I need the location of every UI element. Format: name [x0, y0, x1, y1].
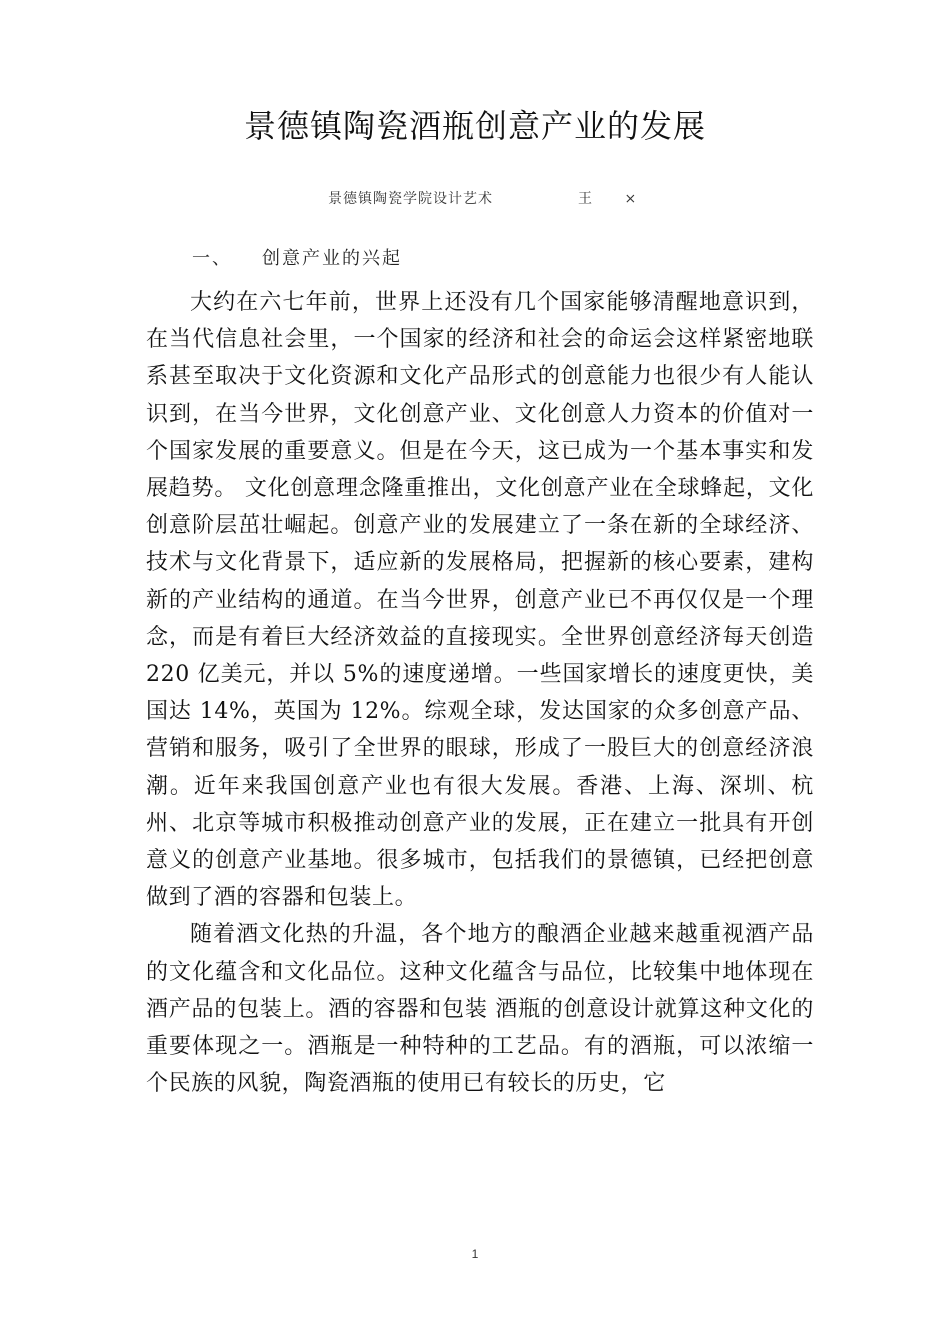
document-title: 景德镇陶瓷酒瓶创意产业的发展 — [243, 107, 706, 145]
section-heading — [192, 244, 402, 274]
paragraph: 随着酒文化热的升温，各个地方的酿酒企业越来越重视酒产品的文化蕴含和文化品位。这种文化蕴含与品位，比较集中地体现在酒产品的包装上。酒的容器和包装 酒瓶的创意设计就算这种文化的重要体现之一。酒瓶是一种特种的工艺品。有的酒瓶，可以浓缩一个民族的风貌，陶瓷酒瓶的使用已有较长的历史，它 — [146, 922, 814, 1097]
body-text — [146, 284, 814, 1102]
author-affiliation: 景德镇陶瓷学院设计艺术 — [328, 191, 493, 207]
section-number: 一、 — [192, 248, 232, 269]
byline — [0, 188, 950, 212]
paragraph: 大约在六七年前，世界上还没有几个国家能够清醒地意识到，在当代信息社会里，一个国家的经济和社会的命运会这样紧密地联系甚至取决于文化资源和文化产品形式的创意能力也很少有人能认识到，在当今世界，文化创意产业、文化创意人力资本的价值对一个国家发展的重要意义。但是在今天，这已成为一个基本事实和发展趋势。 文化创意理念隆重推出，文化创意产业在全球蜂起，文化创意阶层茁壮崛起。创意产业的发展建立了一条在新的全球经济、技术与文化背景下，适应新的发展格局，把握新的核心要素，建构新的产业结构的通道。在当今世界，创意产业已不再仅仅是一个理念，而是有着巨大经济效益的直接现实。全世界创意经济每天创造 220 亿美元，并以 5%的速度递增。一些国家增长的速度更快，美国达 14%，英国为 12%。综观全球，发达国家的众多创意产品、营销和服务，吸引了全世界的眼球，形成了一股巨大的创意经济浪潮。近年来我国创意产业也有很大发展。香港、上海、深圳、杭州、北京等城市积极推动创意产业的发展，正在建立一批具有开创意义的创意产业基地。很多城市，包括我们的景德镇，已经把创意做到了酒的容器和包装上。 — [146, 290, 814, 911]
author-name: 王 × — [578, 191, 651, 207]
page-number: 1 — [471, 1247, 479, 1261]
section-label: 创意产业的兴起 — [262, 248, 402, 269]
